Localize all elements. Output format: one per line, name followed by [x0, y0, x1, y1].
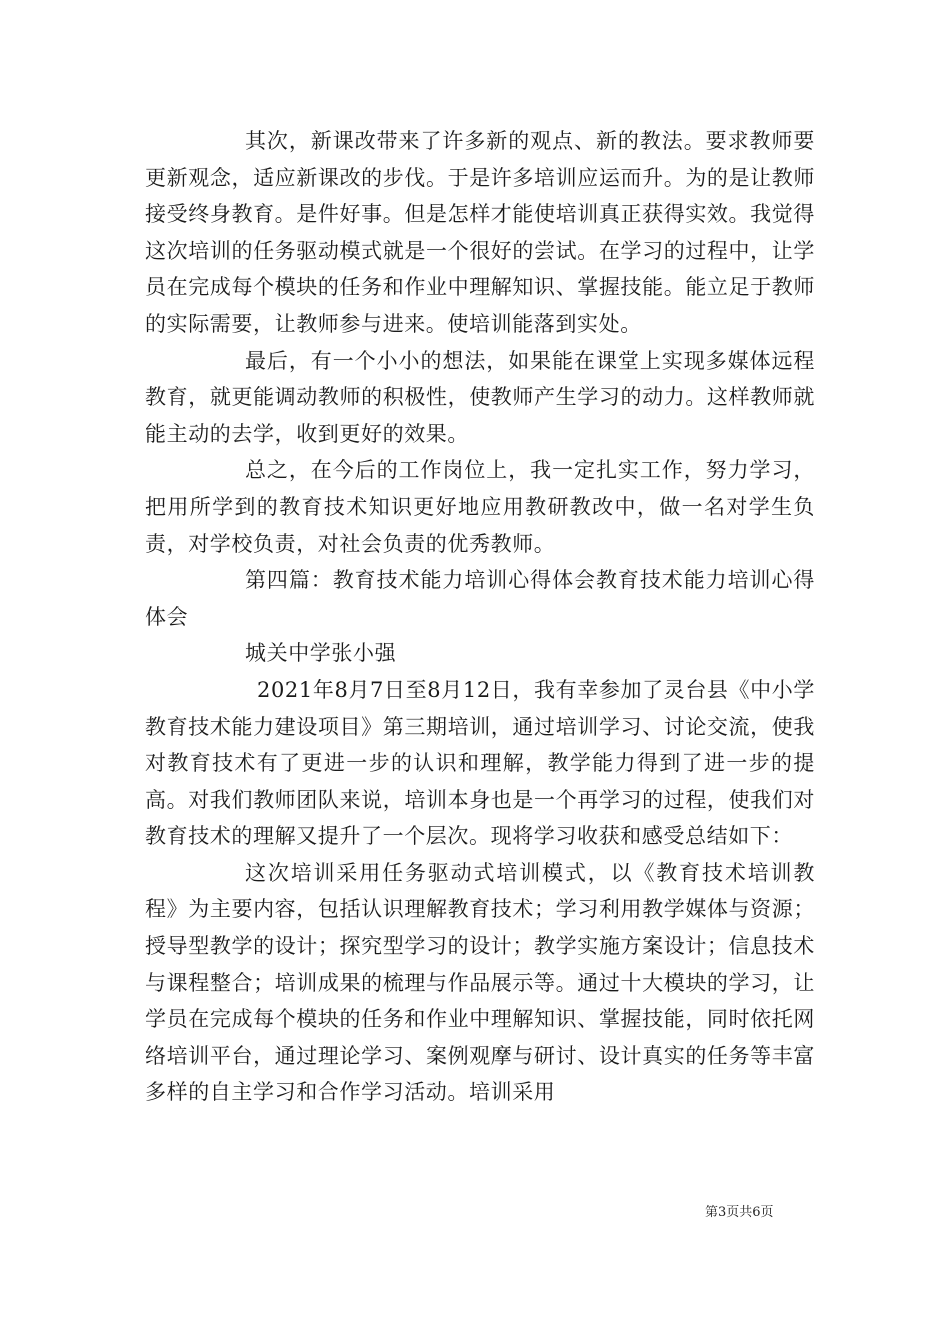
section-heading: 第四篇：教育技术能力培训心得体会教育技术能力培训心得体会 [145, 568, 815, 629]
author-line: 城关中学张小强 [245, 641, 397, 666]
paragraph-4: 2021年8月7日至8月12日，我有幸参加了灵台县《中小学教育技术能力建设项目》第三期培训，通过培训学习、讨论交流，使我对教育技术有了更进一步的认识和理解，教学能力得到了进一步的提高。对我们教师团队来说，培训本身也是一个再学习的过程，使我们对教育技术的理解又提升了一个层次。现将学习收获和感受总结如下： [145, 677, 815, 849]
paragraph-5: 这次培训采用任务驱动式培训模式，以《教育技术培训教程》为主要内容，包括认识理解教育技术；学习利用教学媒体与资源；授导型教学的设计；探究型学习的设计；教学实施方案设计；信息技术与课程整合；培训成果的梳理与作品展示等。通过十大模块的学习，让学员在完成每个模块的任务和作业中理解知识、掌握技能，同时依托网络培训平台，通过理论学习、案例观摩与研讨、设计真实的任务等丰富多样的自主学习和合作学习活动。培训采用 [145, 860, 815, 1105]
paragraph-3: 总之，在今后的工作岗位上，我一定扎实工作，努力学习，把用所学到的教育技术知识更好地应用教研教改中，做一名对学生负责，对学校负责，对社会负责的优秀教师。 [145, 458, 815, 556]
page-number: 第3页共6页 [705, 1205, 774, 1220]
paragraph-2: 最后，有一个小小的想法，如果能在课堂上实现多媒体远程教育，就更能调动教师的积极性，使教师产生学习的动力。这样教师就能主动的去学，收到更好的效果。 [145, 348, 815, 446]
document-body [145, 123, 815, 1111]
paragraph-1: 其次，新课改带来了许多新的观点、新的教法。要求教师要更新观念，适应新课改的步伐。于是许多培训应运而升。为的是让教师接受终身教育。是件好事。但是怎样才能使培训真正获得实效。我觉得这次培训的任务驱动模式就是一个很好的尝试。在学习的过程中，让学员在完成每个模块的任务和作业中理解知识、掌握技能。能立足于教师的实际需要，让教师参与进来。使培训能落到实处。 [145, 129, 815, 336]
